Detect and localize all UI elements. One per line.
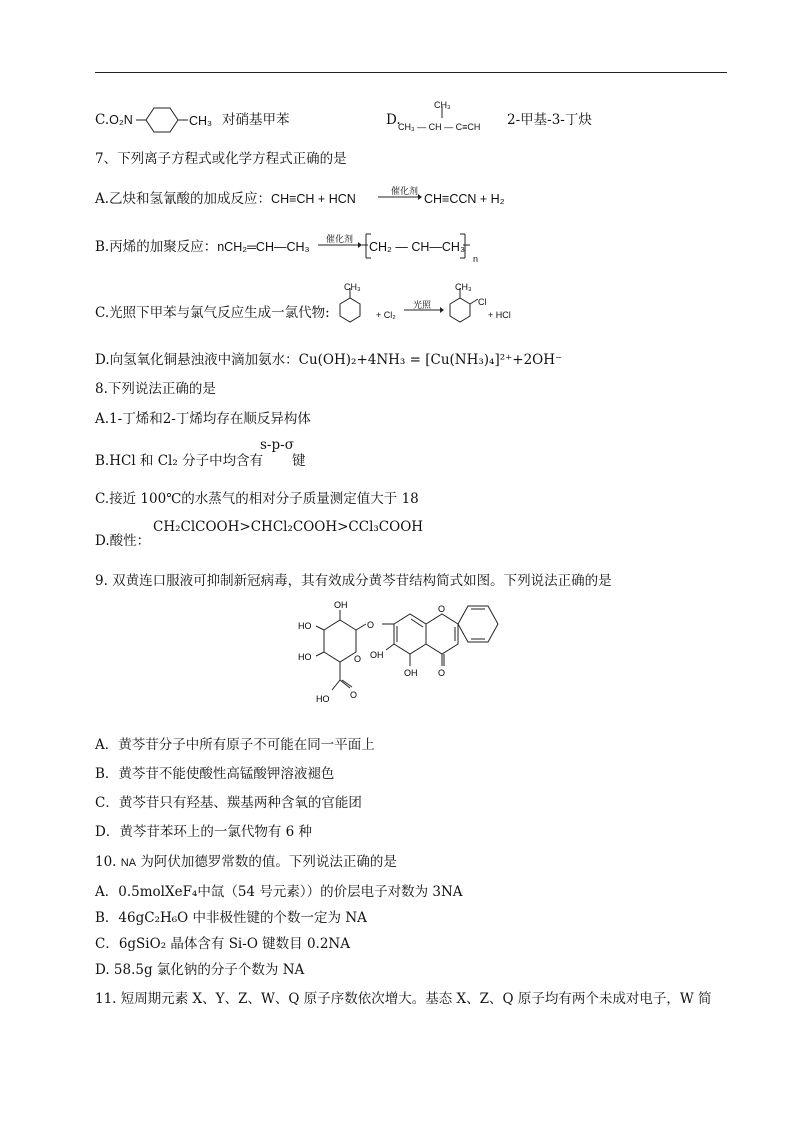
q9-option-d: D．黄芩苷苯环上的一氯代物有 6 种: [95, 824, 312, 840]
q9-option-c: C．黄芩苷只有羟基、羰基两种含氧的官能团: [95, 795, 362, 811]
q8-option-b-bond: s-p-σ: [260, 437, 294, 453]
q10-option-b: B．46gC₂H₆O 中非极性键的个数一定为 NA: [95, 910, 367, 926]
q9-label-o-keto: O: [438, 668, 446, 678]
q9-label-o-acid: O: [350, 690, 358, 700]
q7-b-catalyst: 催化剂: [326, 234, 354, 244]
q8-option-c: C.接近 100℃的水蒸气的相对分子质量测定值大于 18: [95, 491, 419, 507]
q7-option-c: C.光照下甲苯与氯气反应生成一氯代物:: [95, 305, 330, 321]
q7-c-ch3: CH₃: [344, 282, 361, 292]
header-rule: [95, 72, 727, 73]
q9-baicalin-structure: [290, 598, 540, 716]
q7-c-product-cl: Cl: [478, 297, 487, 307]
q9-label-oh-top: OH: [334, 600, 348, 610]
q6-d-branch-bond: [440, 106, 444, 118]
q7-c-product-ch3: CH₃: [455, 282, 472, 292]
q9-label-oh-ring: OH: [370, 650, 384, 660]
q6-d-name: 2-甲基-3-丁炔: [507, 112, 592, 128]
q9-label-ho-acid: HO: [316, 694, 330, 704]
q9-label-ho-2: HO: [298, 652, 312, 662]
q6-c-methyl: CH₃: [189, 114, 213, 128]
q7-c-arrow: [404, 306, 444, 314]
q9-label-oh-5: OH: [404, 668, 418, 678]
q9-label-ho-1: HO: [298, 621, 312, 631]
q8-option-d-formula: CH₂ClCOOH>CHCl₂COOH>CCl₃COOH: [153, 519, 424, 535]
q7-b-n: n: [473, 254, 479, 264]
q10-option-d: D. 58.5g 氯化钠的分子个数为 NA: [95, 962, 305, 978]
q10-option-c: C．6gSiO₂ 晶体含有 Si-O 键数目 0.2NA: [95, 936, 350, 952]
q8-option-b-pre: B.HCl 和 Cl₂ 分子中均含有: [95, 453, 264, 469]
q10-option-a: A．0.5molXeF₄中氙（54 号元素））的价层电子对数为 3NA: [95, 884, 463, 900]
q7-c-cl2: + Cl₂: [376, 310, 396, 320]
q7-a-product: CH≡CCN + H₂: [424, 192, 505, 206]
q9-stem: 9. 双黄连口服液可抑制新冠病毒，其有效成分黄芩苷结构简式如图。下列说法正确的是: [95, 573, 612, 589]
q6-c-name: 对硝基甲苯: [222, 112, 290, 128]
q6-c-benzene-structure: [136, 104, 196, 136]
q8-option-a: A.1-丁烯和2-丁烯均存在顺反异构体: [95, 411, 311, 427]
q10-stem: 10. NA 为阿伏加德罗常数的值。下列说法正确的是: [95, 854, 397, 870]
q7-c-hcl: + HCl: [488, 310, 511, 320]
q7-option-b: B.丙烯的加聚反应：nCH₂═CH—CH₃: [95, 239, 310, 255]
q8-option-d-label: D.酸性：: [95, 533, 151, 549]
q7-a-catalyst: 催化剂: [391, 186, 419, 196]
q9-label-o-pyran: O: [438, 604, 446, 614]
q6-option-d-label: D.: [386, 112, 401, 128]
q8-option-b-post: 键: [292, 453, 306, 469]
q9-option-a: A．黄芩苷分子中所有原子不可能在同一平面上: [95, 737, 375, 753]
q7-option-d: D.向氢氧化铜悬浊液中滴加氨水：Cu(OH)₂+4NH₃ = [Cu(NH₃)₄]²⁺+2OH⁻: [95, 352, 563, 368]
q6-option-c: C.O₂N: [95, 112, 133, 128]
q9-option-b: B．黄芩苷不能使酸性高锰酸钾溶液褪色: [95, 766, 335, 782]
q11-stem: 11. 短周期元素 X、Y、Z、W、Q 原子序数依次增大。基态 X、Z、Q 原子均有两个未成对电子，W 简: [95, 991, 712, 1007]
q7-stem: 7、下列离子方程式或化学方程式正确的是: [95, 151, 347, 167]
q8-stem: 8.下列说法正确的是: [95, 381, 216, 397]
q9-label-o-link: O: [367, 620, 375, 630]
q9-label-o-ring: O: [354, 654, 362, 664]
q6-d-top-methyl: CH₃: [434, 100, 451, 110]
q6-d-chain: CH₃ — CH — C≡CH: [398, 122, 481, 132]
q7-c-condition: 光照: [413, 300, 432, 310]
q7-option-a: A.乙炔和氢氰酸的加成反应：CH≡CH + HCN: [95, 191, 356, 207]
q7-b-repeat-unit: CH₂ — CH—CH₃: [369, 240, 466, 254]
q7-b-arrow: [318, 241, 362, 249]
q7-a-arrow: [378, 193, 422, 201]
